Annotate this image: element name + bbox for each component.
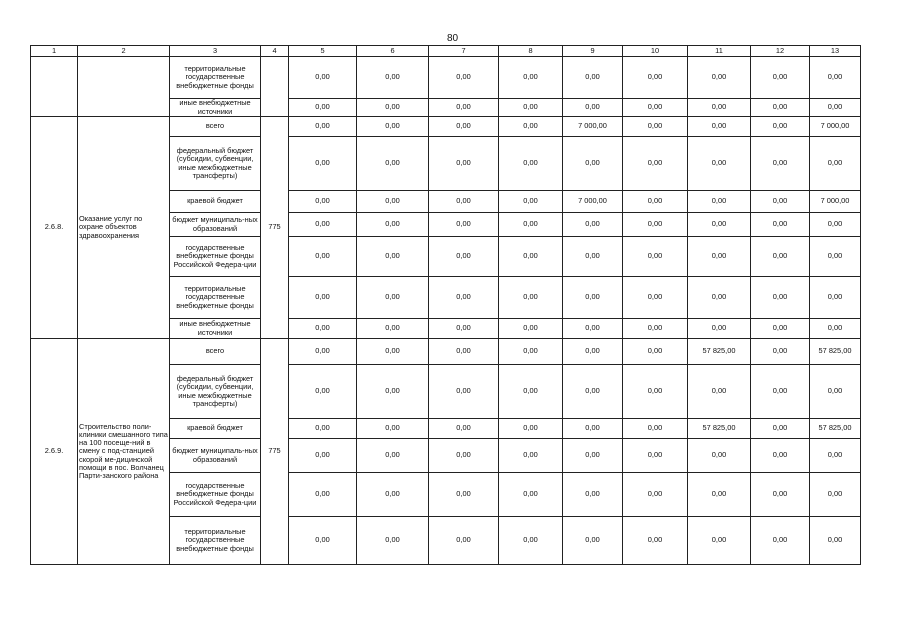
value-cell: 0,00	[289, 99, 357, 117]
value-cell: 0,00	[623, 517, 688, 565]
value-cell: 0,00	[289, 339, 357, 365]
value-cell: 0,00	[688, 117, 751, 137]
value-cell: 0,00	[289, 473, 357, 517]
funding-source: иные внебюджетные источники	[170, 99, 261, 117]
value-cell: 0,00	[623, 419, 688, 439]
value-cell: 0,00	[751, 365, 810, 419]
value-cell: 0,00	[810, 277, 861, 319]
value-cell: 0,00	[499, 365, 563, 419]
column-header: 12	[751, 46, 810, 57]
grbs-code	[261, 57, 289, 117]
value-cell: 0,00	[751, 517, 810, 565]
value-cell: 0,00	[289, 517, 357, 565]
value-cell: 0,00	[429, 517, 499, 565]
grbs-code: 775	[261, 117, 289, 339]
value-cell: 0,00	[810, 439, 861, 473]
value-cell: 0,00	[499, 419, 563, 439]
value-cell: 0,00	[499, 213, 563, 237]
table-body	[31, 46, 861, 565]
grbs-code: 775	[261, 339, 289, 565]
value-cell: 0,00	[499, 517, 563, 565]
value-cell: 0,00	[688, 57, 751, 99]
value-cell: 0,00	[623, 277, 688, 319]
value-cell: 0,00	[429, 277, 499, 319]
value-cell: 0,00	[751, 319, 810, 339]
value-cell: 0,00	[429, 99, 499, 117]
value-cell: 0,00	[357, 213, 429, 237]
value-cell: 57 825,00	[688, 339, 751, 365]
value-cell: 0,00	[563, 473, 623, 517]
value-cell: 7 000,00	[563, 117, 623, 137]
value-cell: 0,00	[289, 319, 357, 339]
value-cell: 0,00	[623, 99, 688, 117]
value-cell: 0,00	[429, 191, 499, 213]
value-cell: 0,00	[429, 319, 499, 339]
value-cell: 0,00	[357, 365, 429, 419]
value-cell: 0,00	[357, 191, 429, 213]
item-code: 2.6.8.	[31, 117, 78, 339]
value-cell: 0,00	[429, 419, 499, 439]
value-cell: 0,00	[499, 319, 563, 339]
item-name	[78, 57, 170, 117]
value-cell: 0,00	[357, 137, 429, 191]
value-cell: 0,00	[563, 57, 623, 99]
page-number: 80	[446, 33, 459, 44]
item-code	[31, 57, 78, 117]
funding-source: бюджет муниципаль-ных образований	[170, 439, 261, 473]
value-cell: 0,00	[688, 365, 751, 419]
value-cell: 0,00	[289, 237, 357, 277]
value-cell: 0,00	[289, 137, 357, 191]
value-cell: 0,00	[688, 517, 751, 565]
budget-table	[30, 45, 861, 565]
value-cell: 0,00	[623, 57, 688, 99]
value-cell: 0,00	[688, 99, 751, 117]
table-row	[31, 117, 861, 137]
value-cell: 0,00	[429, 57, 499, 99]
value-cell: 0,00	[429, 473, 499, 517]
header-row	[31, 46, 861, 57]
value-cell: 0,00	[810, 57, 861, 99]
table-row	[31, 339, 861, 365]
column-header: 4	[261, 46, 289, 57]
value-cell: 0,00	[289, 57, 357, 99]
value-cell: 0,00	[499, 57, 563, 99]
value-cell: 0,00	[499, 339, 563, 365]
value-cell: 0,00	[429, 339, 499, 365]
funding-source: территориальные государственные внебюджетные фонды	[170, 517, 261, 565]
value-cell: 0,00	[563, 213, 623, 237]
value-cell: 0,00	[751, 191, 810, 213]
value-cell: 0,00	[810, 213, 861, 237]
value-cell: 0,00	[563, 365, 623, 419]
value-cell: 0,00	[751, 117, 810, 137]
value-cell: 0,00	[751, 439, 810, 473]
value-cell: 0,00	[499, 473, 563, 517]
value-cell: 0,00	[429, 213, 499, 237]
value-cell: 0,00	[751, 419, 810, 439]
value-cell: 0,00	[289, 419, 357, 439]
value-cell: 0,00	[429, 117, 499, 137]
value-cell: 0,00	[623, 237, 688, 277]
value-cell: 0,00	[751, 57, 810, 99]
value-cell: 0,00	[623, 117, 688, 137]
value-cell: 0,00	[688, 137, 751, 191]
value-cell: 0,00	[688, 439, 751, 473]
value-cell: 0,00	[810, 237, 861, 277]
value-cell: 0,00	[357, 439, 429, 473]
value-cell: 0,00	[499, 277, 563, 319]
funding-source: государственные внебюджетные фонды Российской Федера-ции	[170, 237, 261, 277]
value-cell: 0,00	[357, 117, 429, 137]
value-cell: 0,00	[751, 237, 810, 277]
column-header: 9	[563, 46, 623, 57]
value-cell: 0,00	[623, 473, 688, 517]
value-cell: 0,00	[810, 319, 861, 339]
value-cell: 0,00	[563, 439, 623, 473]
value-cell: 0,00	[751, 137, 810, 191]
value-cell: 0,00	[357, 473, 429, 517]
value-cell: 0,00	[751, 213, 810, 237]
value-cell: 0,00	[563, 237, 623, 277]
value-cell: 0,00	[688, 277, 751, 319]
value-cell: 0,00	[688, 319, 751, 339]
value-cell: 0,00	[499, 439, 563, 473]
value-cell: 0,00	[563, 137, 623, 191]
value-cell: 0,00	[623, 319, 688, 339]
value-cell: 0,00	[623, 365, 688, 419]
funding-source: краевой бюджет	[170, 191, 261, 213]
funding-source: всего	[170, 339, 261, 365]
value-cell: 0,00	[623, 439, 688, 473]
funding-source: всего	[170, 117, 261, 137]
value-cell: 0,00	[688, 191, 751, 213]
column-header: 10	[623, 46, 688, 57]
value-cell: 0,00	[623, 339, 688, 365]
funding-source: территориальные государственные внебюджетные фонды	[170, 57, 261, 99]
value-cell: 7 000,00	[810, 117, 861, 137]
value-cell: 0,00	[357, 319, 429, 339]
value-cell: 7 000,00	[563, 191, 623, 213]
column-header: 2	[78, 46, 170, 57]
column-header: 6	[357, 46, 429, 57]
value-cell: 0,00	[289, 191, 357, 213]
value-cell: 0,00	[429, 439, 499, 473]
funding-source: бюджет муниципаль-ных образований	[170, 213, 261, 237]
value-cell: 0,00	[563, 419, 623, 439]
value-cell: 0,00	[357, 339, 429, 365]
item-name: Оказание услуг по охране объектов здравоохранения	[78, 117, 170, 339]
value-cell: 0,00	[751, 99, 810, 117]
value-cell: 0,00	[289, 439, 357, 473]
value-cell: 0,00	[499, 117, 563, 137]
value-cell: 0,00	[499, 191, 563, 213]
funding-source: федеральный бюджет (субсидии, субвенции, иные межбюджетные трансферты)	[170, 137, 261, 191]
value-cell: 0,00	[751, 277, 810, 319]
value-cell: 0,00	[357, 99, 429, 117]
value-cell: 57 825,00	[810, 419, 861, 439]
value-cell: 0,00	[429, 365, 499, 419]
column-header: 3	[170, 46, 261, 57]
value-cell: 0,00	[810, 473, 861, 517]
funding-source: иные внебюджетные источники	[170, 319, 261, 339]
value-cell: 7 000,00	[810, 191, 861, 213]
value-cell: 0,00	[289, 213, 357, 237]
value-cell: 0,00	[563, 99, 623, 117]
value-cell: 0,00	[623, 137, 688, 191]
value-cell: 0,00	[357, 237, 429, 277]
value-cell: 0,00	[357, 277, 429, 319]
value-cell: 0,00	[688, 237, 751, 277]
value-cell: 0,00	[563, 319, 623, 339]
column-header: 13	[810, 46, 861, 57]
value-cell: 0,00	[751, 473, 810, 517]
value-cell: 0,00	[499, 99, 563, 117]
value-cell: 0,00	[688, 213, 751, 237]
value-cell: 0,00	[810, 517, 861, 565]
item-code: 2.6.9.	[31, 339, 78, 565]
funding-source: краевой бюджет	[170, 419, 261, 439]
column-header: 11	[688, 46, 751, 57]
funding-source: федеральный бюджет (субсидии, субвенции, иные межбюджетные трансферты)	[170, 365, 261, 419]
item-name: Строительство поли-клиники смешанного типа на 100 посеще-ний в смену с под-станцией скорой ме-дицинской помощи в пос. Волчанец Парти-занского района	[78, 339, 170, 565]
funding-source: государственные внебюджетные фонды Российской Федера-ции	[170, 473, 261, 517]
value-cell: 0,00	[289, 117, 357, 137]
value-cell: 0,00	[563, 277, 623, 319]
funding-source: территориальные государственные внебюджетные фонды	[170, 277, 261, 319]
value-cell: 0,00	[357, 57, 429, 99]
value-cell: 0,00	[289, 365, 357, 419]
value-cell: 0,00	[357, 419, 429, 439]
value-cell: 0,00	[499, 237, 563, 277]
value-cell: 0,00	[810, 99, 861, 117]
column-header: 5	[289, 46, 357, 57]
value-cell: 0,00	[289, 277, 357, 319]
column-header: 7	[429, 46, 499, 57]
value-cell: 57 825,00	[688, 419, 751, 439]
value-cell: 57 825,00	[810, 339, 861, 365]
value-cell: 0,00	[563, 517, 623, 565]
value-cell: 0,00	[623, 191, 688, 213]
column-header: 8	[499, 46, 563, 57]
value-cell: 0,00	[499, 137, 563, 191]
column-header: 1	[31, 46, 78, 57]
value-cell: 0,00	[429, 137, 499, 191]
value-cell: 0,00	[429, 237, 499, 277]
value-cell: 0,00	[563, 339, 623, 365]
value-cell: 0,00	[810, 365, 861, 419]
value-cell: 0,00	[810, 137, 861, 191]
table-row	[31, 57, 861, 99]
value-cell: 0,00	[357, 517, 429, 565]
value-cell: 0,00	[623, 213, 688, 237]
value-cell: 0,00	[688, 473, 751, 517]
value-cell: 0,00	[751, 339, 810, 365]
